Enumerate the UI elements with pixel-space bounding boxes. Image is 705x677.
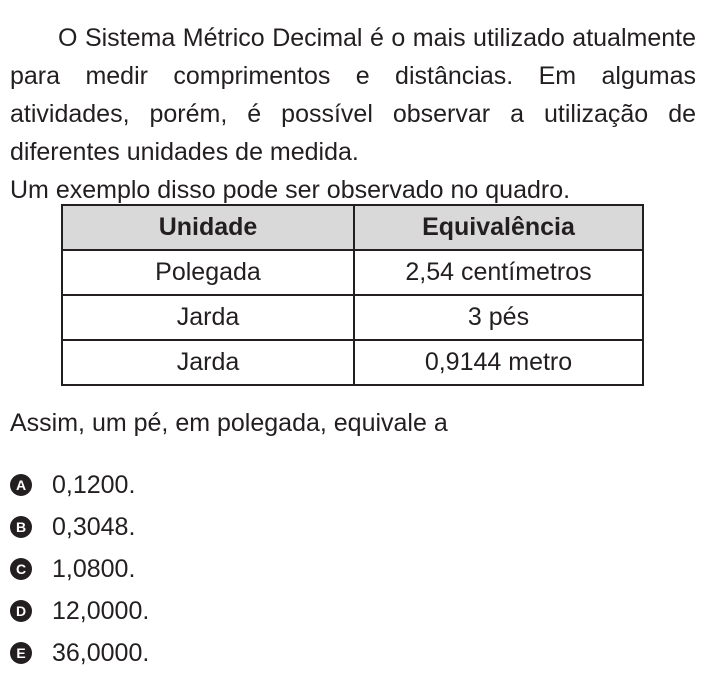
- option-text: 1,0800.: [52, 554, 136, 583]
- option-d[interactable]: [10, 590, 149, 632]
- option-letter-badge: C: [10, 558, 32, 580]
- answer-options: [10, 464, 149, 674]
- table-cell-unit: Jarda: [62, 295, 354, 340]
- table-cell-unit: Jarda: [62, 340, 354, 385]
- option-text: 0,3048.: [52, 512, 136, 541]
- table-row: [62, 340, 643, 385]
- option-letter-badge: E: [10, 642, 32, 664]
- option-letter-badge: D: [10, 600, 32, 622]
- option-b[interactable]: [10, 506, 149, 548]
- option-letter-badge: B: [10, 516, 32, 538]
- intro-paragraph: [10, 19, 696, 209]
- table-row: [62, 295, 643, 340]
- intro-line: Em algumas atividades, porém, é possível observar: [10, 62, 696, 128]
- intro-line: a utilização de diferentes unidades de medida.: [10, 100, 696, 166]
- option-text: 36,0000.: [52, 638, 150, 667]
- table-cell-equivalence: 0,9144 metro: [354, 340, 643, 385]
- column-header-equivalencia: Equivalência: [354, 205, 643, 250]
- question-text: Assim, um pé, em polegada, equivale a: [10, 409, 448, 437]
- option-text: 12,0000.: [52, 596, 150, 625]
- table-cell-unit: Polegada: [62, 250, 354, 295]
- column-header-unidade: Unidade: [62, 205, 354, 250]
- intro-line: O Sistema Métrico Decimal é o mais utilizado: [58, 24, 565, 52]
- option-e[interactable]: [10, 632, 149, 674]
- table-row: [62, 250, 643, 295]
- intro-line: Um exemplo disso pode ser observado no quadro.: [10, 176, 571, 204]
- option-a[interactable]: [10, 464, 149, 506]
- table-header-row: [62, 205, 643, 250]
- option-text: 0,1200.: [52, 470, 136, 499]
- option-letter-badge: A: [10, 474, 32, 496]
- units-table: [61, 204, 644, 386]
- intro-line: atualmente para medir comprimentos e distâncias.: [10, 24, 696, 90]
- table-cell-equivalence: 2,54 centímetros: [354, 250, 643, 295]
- table-cell-equivalence: 3 pés: [354, 295, 643, 340]
- option-c[interactable]: [10, 548, 149, 590]
